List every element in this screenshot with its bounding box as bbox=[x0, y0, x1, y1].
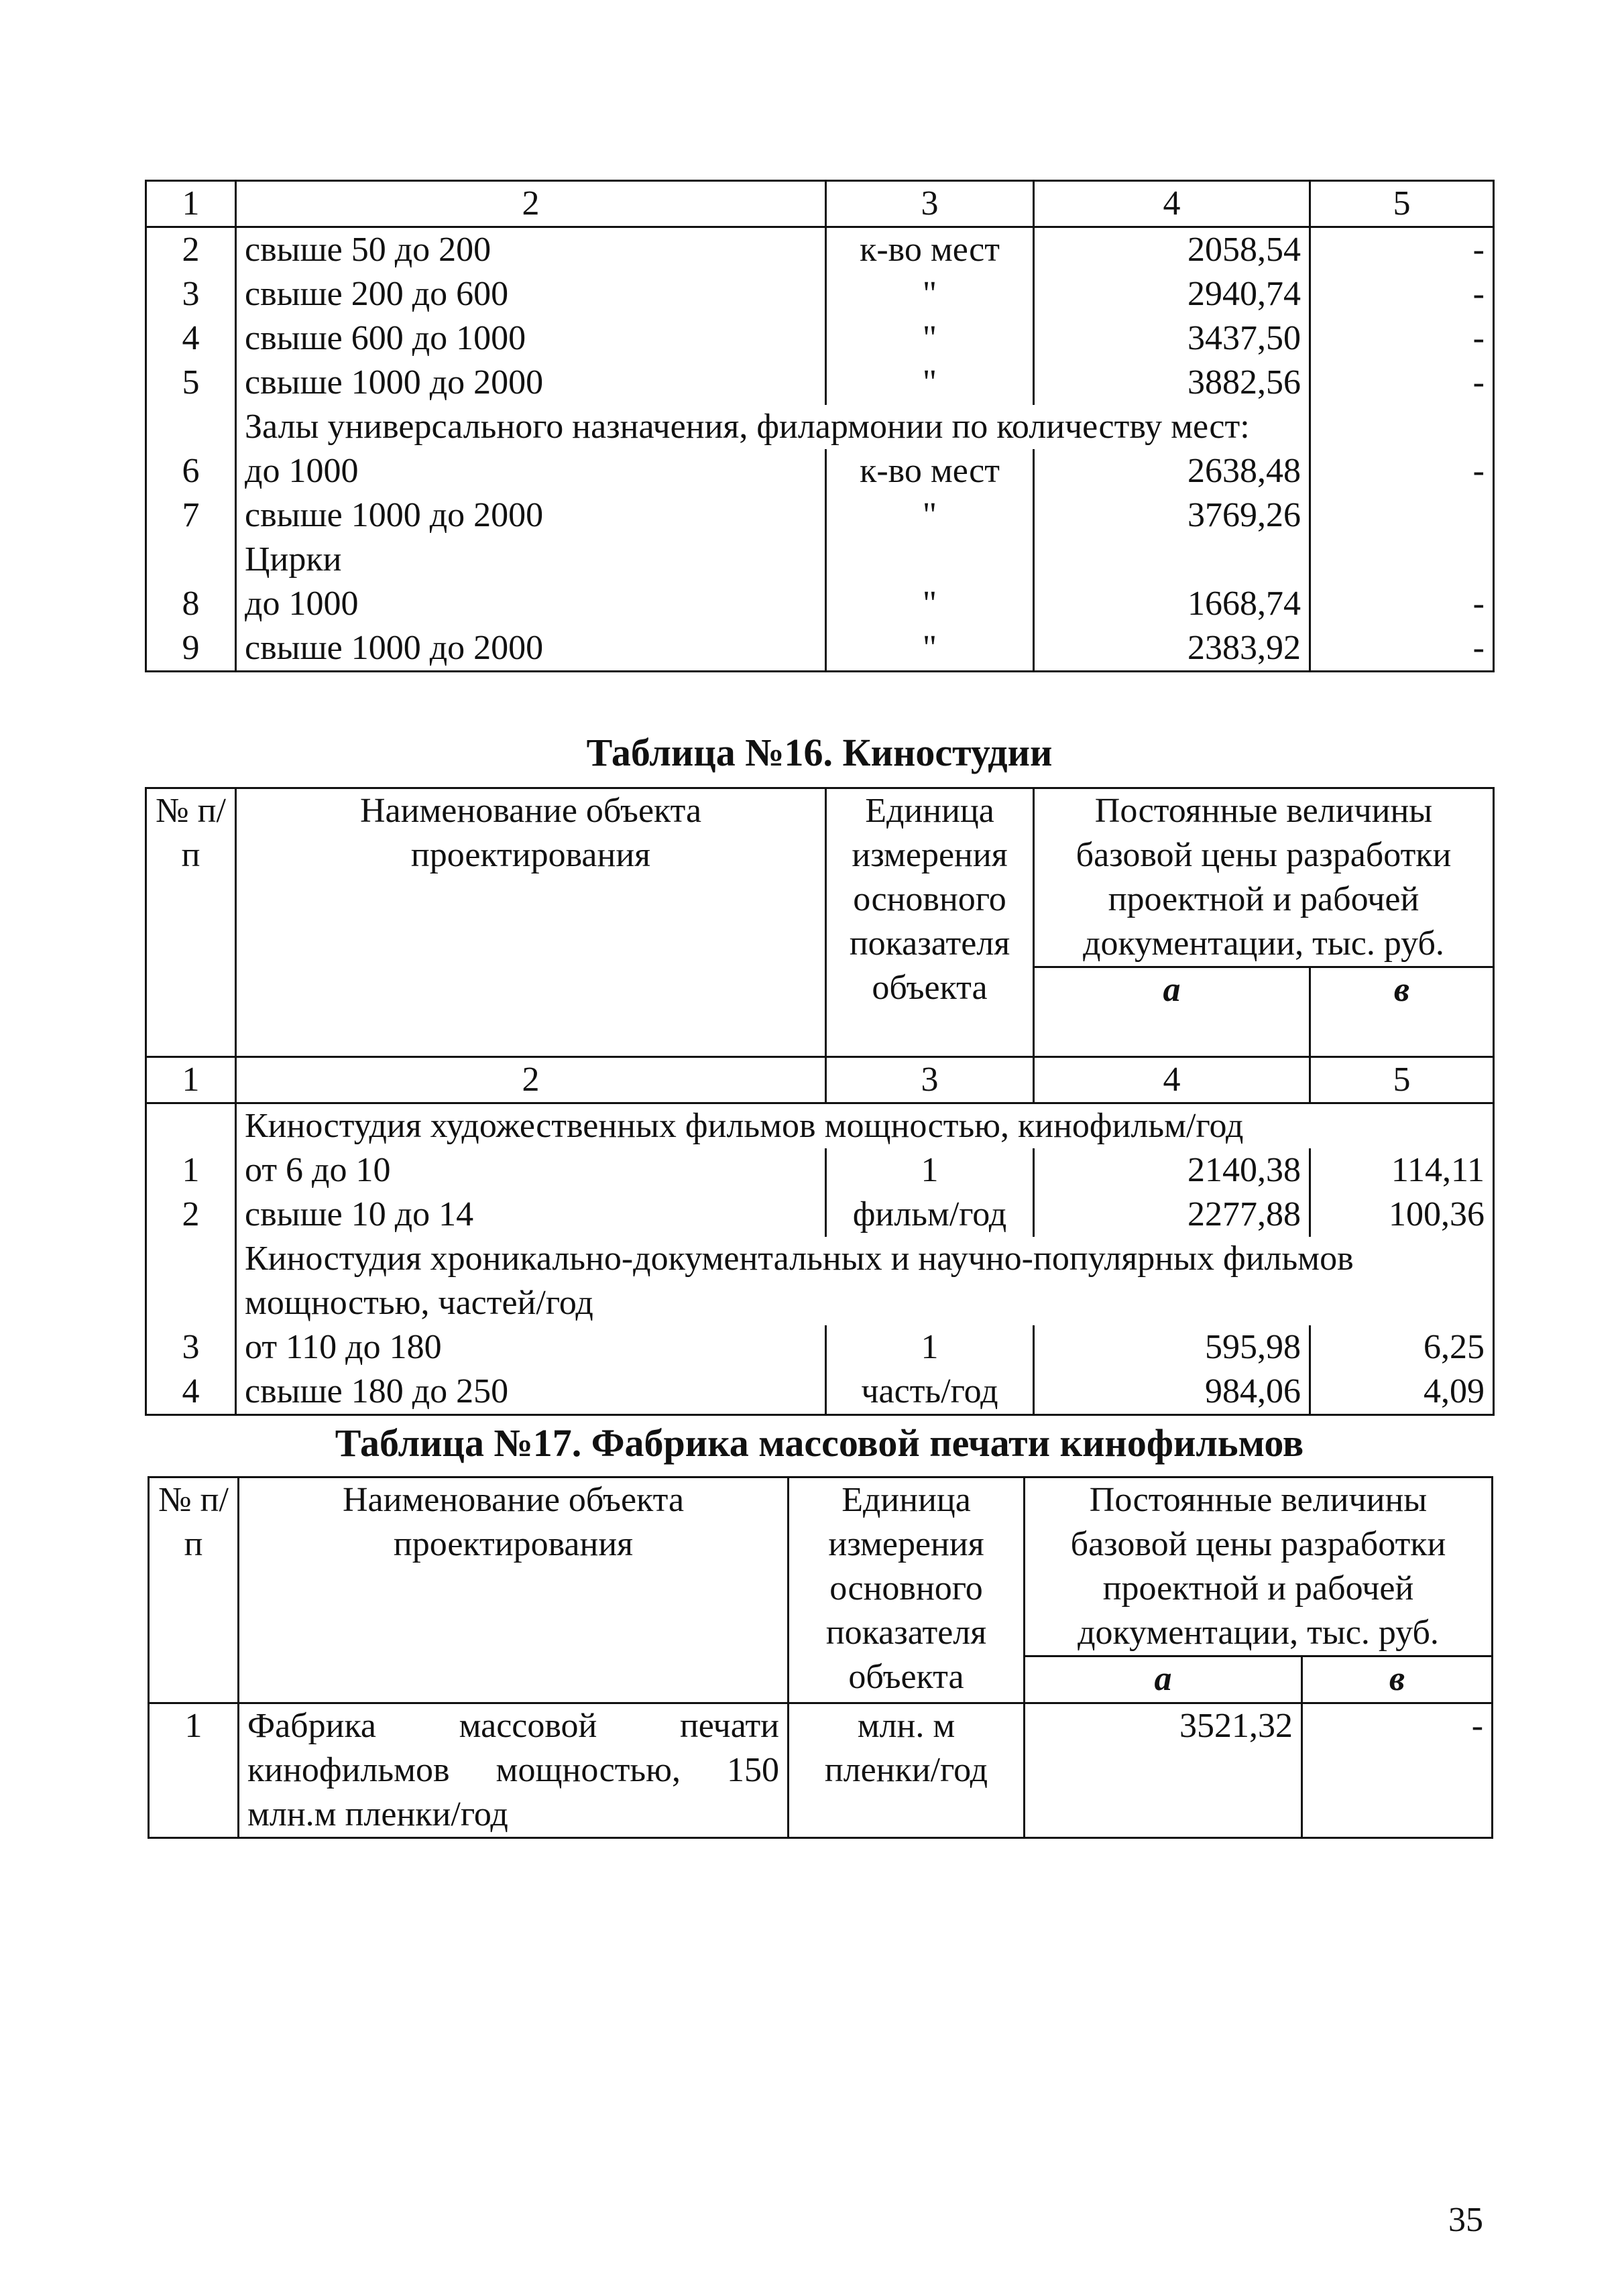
row-num: 2 bbox=[146, 1193, 236, 1237]
table-row bbox=[146, 626, 1494, 672]
table-16 bbox=[145, 787, 1495, 1416]
row-a: 595,98 bbox=[1034, 1325, 1310, 1370]
col-b: 5 bbox=[1310, 181, 1494, 227]
head-unit: Единица измерения основного показателя объекта bbox=[826, 788, 1034, 1057]
table-row bbox=[146, 227, 1494, 273]
row-name: от 110 до 180 bbox=[236, 1325, 826, 1370]
row-num: 9 bbox=[146, 626, 236, 672]
table-row bbox=[149, 1703, 1493, 1838]
table-row bbox=[146, 272, 1494, 316]
table-row bbox=[146, 449, 1494, 493]
row-name: свыше 10 до 14 bbox=[236, 1193, 826, 1237]
row-b: - bbox=[1310, 272, 1494, 316]
row-unit: млн. м пленки/год bbox=[789, 1703, 1025, 1838]
head-const: Постоянные величины базовой цены разработки проектной и рабочей документации, тыс. руб. bbox=[1025, 1477, 1493, 1656]
row-num bbox=[146, 1237, 236, 1325]
row-b: 4,09 bbox=[1310, 1370, 1494, 1415]
col-b: 5 bbox=[1310, 1057, 1494, 1103]
row-num: 3 bbox=[146, 272, 236, 316]
row-name: свыше 1000 до 2000 bbox=[236, 361, 826, 405]
table-row bbox=[146, 1148, 1494, 1193]
row-unit: " bbox=[826, 272, 1034, 316]
row-a: 2277,88 bbox=[1034, 1193, 1310, 1237]
row-num: 8 bbox=[146, 582, 236, 626]
col-unit: 3 bbox=[826, 181, 1034, 227]
row-a: 3882,56 bbox=[1034, 361, 1310, 405]
row-unit: " bbox=[826, 316, 1034, 361]
section-title: Цирки bbox=[236, 538, 826, 582]
row-num: 1 bbox=[146, 1148, 236, 1193]
row-b: - bbox=[1310, 582, 1494, 626]
section-title: Киностудия хроникально-документальных и научно-популярных фильмов мощностью, частей/год bbox=[236, 1237, 1494, 1325]
head-a: а bbox=[1034, 967, 1310, 1057]
row-b: - bbox=[1310, 316, 1494, 361]
section-row bbox=[146, 1237, 1494, 1325]
head-name: Наименование объекта проектирования bbox=[239, 1477, 789, 1703]
table-header-row bbox=[146, 1057, 1494, 1103]
row-unit: 1 bbox=[826, 1148, 1034, 1193]
head-num: № п/п bbox=[146, 788, 236, 1057]
table-head-row bbox=[149, 1477, 1493, 1656]
section-title: Залы универсального назначения, филармонии по количеству мест: bbox=[236, 405, 1310, 449]
row-unit: " bbox=[826, 361, 1034, 405]
row-unit bbox=[826, 538, 1034, 582]
row-b: - bbox=[1310, 626, 1494, 672]
row-b bbox=[1310, 538, 1494, 582]
row-a bbox=[1034, 538, 1310, 582]
table-row bbox=[146, 493, 1494, 538]
row-unit: 1 bbox=[826, 1325, 1034, 1370]
row-a: 2638,48 bbox=[1034, 449, 1310, 493]
table-17-caption: Таблица №17. Фабрика массовой печати кинофильмов bbox=[335, 1421, 1304, 1465]
table-row bbox=[146, 1325, 1494, 1370]
row-a: 2058,54 bbox=[1034, 227, 1310, 273]
table-15-continuation bbox=[145, 180, 1495, 672]
head-num: № п/п bbox=[149, 1477, 239, 1703]
row-a: 3521,32 bbox=[1025, 1703, 1302, 1838]
row-a: 2940,74 bbox=[1034, 272, 1310, 316]
row-a: 3437,50 bbox=[1034, 316, 1310, 361]
row-name: от 6 до 10 bbox=[236, 1148, 826, 1193]
row-a: 3769,26 bbox=[1034, 493, 1310, 538]
row-unit: к-во мест bbox=[826, 227, 1034, 273]
row-unit: " bbox=[826, 582, 1034, 626]
head-name: Наименование объекта проектирования bbox=[236, 788, 826, 1057]
row-a: 2140,38 bbox=[1034, 1148, 1310, 1193]
row-unit: фильм/год bbox=[826, 1193, 1034, 1237]
row-unit: часть/год bbox=[826, 1370, 1034, 1415]
head-const: Постоянные величины базовой цены разработки проектной и рабочей документации, тыс. руб. bbox=[1034, 788, 1494, 967]
row-num bbox=[146, 1103, 236, 1149]
col-name: 2 bbox=[236, 1057, 826, 1103]
col-a: 4 bbox=[1034, 181, 1310, 227]
head-b: в bbox=[1310, 967, 1494, 1057]
table-row bbox=[146, 361, 1494, 405]
col-unit: 3 bbox=[826, 1057, 1034, 1103]
row-num: 1 bbox=[149, 1703, 239, 1838]
row-name: до 1000 bbox=[236, 449, 826, 493]
row-num: 4 bbox=[146, 1370, 236, 1415]
table-row bbox=[146, 1193, 1494, 1237]
col-num: 1 bbox=[146, 181, 236, 227]
head-b: в bbox=[1302, 1656, 1493, 1703]
row-b bbox=[1310, 493, 1494, 538]
row-name: до 1000 bbox=[236, 582, 826, 626]
row-b bbox=[1310, 405, 1494, 449]
row-num: 7 bbox=[146, 493, 236, 538]
row-num bbox=[146, 538, 236, 582]
section-title: Киностудия художественных фильмов мощностью, кинофильм/год bbox=[236, 1103, 1494, 1149]
table-16-caption: Таблица №16. Киностудии bbox=[586, 731, 1053, 774]
row-num: 6 bbox=[146, 449, 236, 493]
col-a: 4 bbox=[1034, 1057, 1310, 1103]
row-b: - bbox=[1310, 227, 1494, 273]
row-a: 984,06 bbox=[1034, 1370, 1310, 1415]
row-num: 3 bbox=[146, 1325, 236, 1370]
table-row bbox=[146, 316, 1494, 361]
row-name: свыше 1000 до 2000 bbox=[236, 626, 826, 672]
table-row bbox=[146, 582, 1494, 626]
row-name: свыше 1000 до 2000 bbox=[236, 493, 826, 538]
section-row bbox=[146, 1103, 1494, 1149]
row-num: 5 bbox=[146, 361, 236, 405]
row-num: 2 bbox=[146, 227, 236, 273]
table-17 bbox=[148, 1476, 1493, 1839]
row-a: 1668,74 bbox=[1034, 582, 1310, 626]
row-name: свыше 200 до 600 bbox=[236, 272, 826, 316]
row-b: 6,25 bbox=[1310, 1325, 1494, 1370]
col-name: 2 bbox=[236, 181, 826, 227]
row-unit: " bbox=[826, 493, 1034, 538]
row-unit: к-во мест bbox=[826, 449, 1034, 493]
row-name: Фабрика массовой печати кинофильмов мощностью, 150 млн.м пленки/год bbox=[239, 1703, 789, 1838]
row-num: 4 bbox=[146, 316, 236, 361]
head-a: а bbox=[1025, 1656, 1302, 1703]
head-unit: Единица измерения основного показателя объекта bbox=[789, 1477, 1025, 1703]
row-name: свыше 180 до 250 bbox=[236, 1370, 826, 1415]
table-head-row bbox=[146, 788, 1494, 967]
page-number: 35 bbox=[1448, 2201, 1483, 2239]
row-a: 2383,92 bbox=[1034, 626, 1310, 672]
row-b: 100,36 bbox=[1310, 1193, 1494, 1237]
col-num: 1 bbox=[146, 1057, 236, 1103]
section-row bbox=[146, 405, 1494, 449]
row-unit: " bbox=[826, 626, 1034, 672]
row-b: 114,11 bbox=[1310, 1148, 1494, 1193]
row-b: - bbox=[1310, 449, 1494, 493]
table-row bbox=[146, 1370, 1494, 1415]
row-b: - bbox=[1310, 361, 1494, 405]
section-row bbox=[146, 538, 1494, 582]
row-name: свыше 600 до 1000 bbox=[236, 316, 826, 361]
table-header-row bbox=[146, 181, 1494, 227]
row-num bbox=[146, 405, 236, 449]
row-b: - bbox=[1302, 1703, 1493, 1838]
row-name: свыше 50 до 200 bbox=[236, 227, 826, 273]
